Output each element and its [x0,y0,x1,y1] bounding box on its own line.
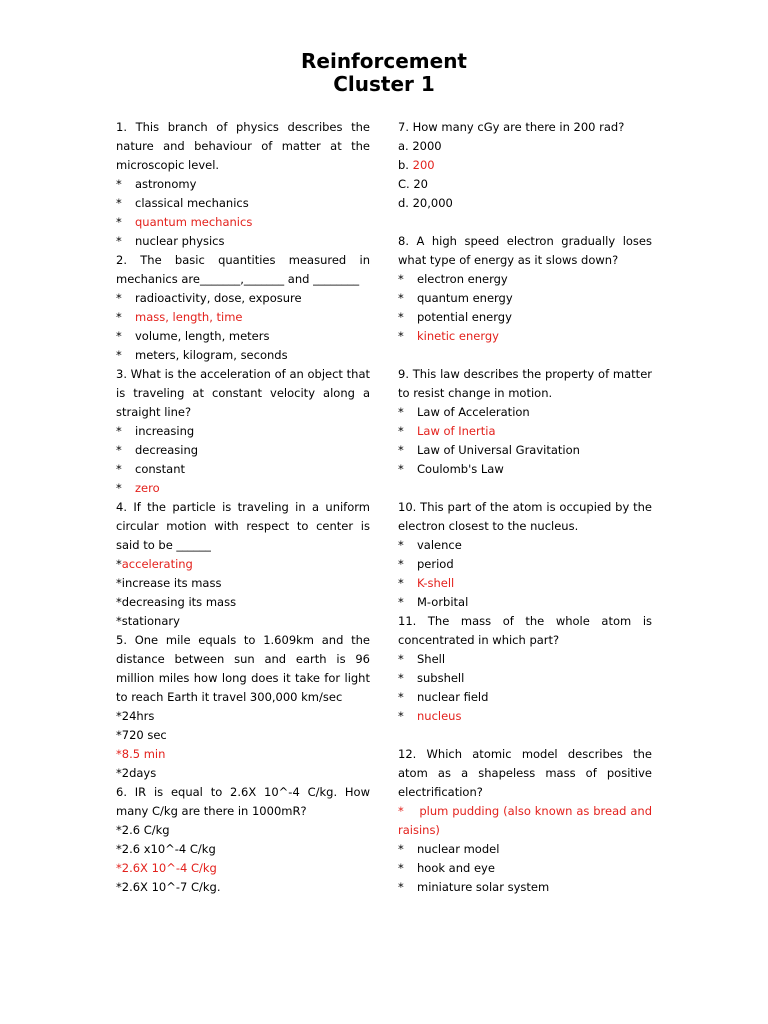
q8-option-c: * potential energy [398,308,652,327]
spacer [398,346,652,365]
bullet-icon: * [398,595,404,609]
q11-option-d-answer: * nucleus [398,707,652,726]
question-2: 2. The basic quantities measured in mechanics are_______,_______ and ________ [116,253,370,286]
question-11: 11. The mass of the whole atom is concentrated in which part? [398,614,652,647]
page-title [0,50,768,96]
q11-option-a: * Shell [398,650,652,669]
bullet-icon: * [398,291,404,305]
bullet-icon: * [398,462,404,476]
bullet-icon: * [398,310,404,324]
question-4: 4. If the particle is traveling in a uniform circular motion with respect to center is said to be ______ [116,500,370,552]
bullet-icon: * [116,842,122,856]
q6-option-a: *2.6 C/kg [116,823,170,837]
q2-option-a: * radioactivity, dose, exposure [116,289,370,308]
q1-option-c-answer: * quantum mechanics [116,213,370,232]
bullet-icon: * [116,481,122,495]
bullet-icon: * [398,652,404,666]
q7-option-b-answer: b. 200 [398,158,435,172]
bullet-icon: * [116,728,122,742]
q7-option-c: C. 20 [398,177,428,191]
q5-option-b: *720 sec [116,728,167,742]
question-6: 6. IR is equal to 2.6X 10^-4 C/kg. How many C/kg are there in 1000mR? [116,785,370,818]
q4-option-d: *stationary [116,614,180,628]
q3-option-d-answer: * zero [116,479,370,498]
bullet-icon: * [398,443,404,457]
q1-option-d: * nuclear physics [116,232,370,251]
q12-option-b: * nuclear model [398,840,652,859]
q2-option-d: * meters, kilogram, seconds [116,346,370,365]
title-line-1: Reinforcement [301,49,467,73]
bullet-icon: * [116,462,122,476]
q5-option-c-answer: *8.5 min [116,747,166,761]
q3-option-a: * increasing [116,422,370,441]
bullet-icon: * [398,576,404,590]
bullet-icon: * [116,177,122,191]
spacer [398,213,652,232]
q11-option-b: * subshell [398,669,652,688]
bullet-icon: * [116,709,122,723]
q5-option-d: *2days [116,766,157,780]
question-7: 7. How many cGy are there in 200 rad? [398,120,625,134]
q4-option-a-answer: *accelerating [116,557,193,571]
q9-option-b-answer: * Law of Inertia [398,422,652,441]
bullet-icon: * [398,538,404,552]
bullet-icon: * [398,272,404,286]
q6-option-b: *2.6 x10^-4 C/kg [116,842,216,856]
q6-option-d: *2.6X 10^-7 C/kg. [116,880,221,894]
bullet-icon: * [398,424,404,438]
q1-option-a: * astronomy [116,175,370,194]
q6-option-c-answer: *2.6X 10^-4 C/kg [116,861,217,875]
q12-option-d: * miniature solar system [398,878,652,897]
bullet-icon: * [116,196,122,210]
question-3: 3. What is the acceleration of an object that is traveling at constant velocity along a straight line? [116,367,370,419]
bullet-icon: * [116,747,122,761]
q3-option-b: * decreasing [116,441,370,460]
bullet-icon: * [116,595,122,609]
bullet-icon: * [398,557,404,571]
bullet-icon: * [398,329,404,343]
bullet-icon: * [398,880,404,894]
bullet-icon: * [116,861,122,875]
spacer [398,479,652,498]
bullet-icon: * [116,614,122,628]
q10-option-a: * valence [398,536,652,555]
q4-option-b: *increase its mass [116,576,222,590]
q10-option-c-answer: * K-shell [398,574,652,593]
q12-option-a-answer: * plum pudding (also known as bread and raisins) [398,804,652,837]
bullet-icon: * [116,291,122,305]
q12-option-c: * hook and eye [398,859,652,878]
bullet-icon: * [116,234,122,248]
q7-option-d: d. 20,000 [398,196,453,210]
bullet-icon: * [116,329,122,343]
q3-option-c: * constant [116,460,370,479]
question-8: 8. A high speed electron gradually loses what type of energy as it slows down? [398,234,652,267]
q10-option-d: * M-orbital [398,593,652,612]
q11-option-c: * nuclear field [398,688,652,707]
q8-option-b: * quantum energy [398,289,652,308]
left-column [116,118,370,897]
bullet-icon: * [116,424,122,438]
q9-option-c: * Law of Universal Gravitation [398,441,652,460]
bullet-icon: * [398,842,404,856]
q10-option-b: * period [398,555,652,574]
bullet-icon: * [116,348,122,362]
q1-option-b: * classical mechanics [116,194,370,213]
bullet-icon: * [116,576,122,590]
bullet-icon: * [116,557,122,571]
bullet-icon: * [116,823,122,837]
q2-option-b-answer: * mass, length, time [116,308,370,327]
bullet-icon: * [116,443,122,457]
title-line-2: Cluster 1 [333,72,435,96]
q2-option-c: * volume, length, meters [116,327,370,346]
question-1: 1. This branch of physics describes the nature and behaviour of matter at the microscopic level. [116,120,370,172]
bullet-icon: * [398,804,404,818]
q9-option-d: * Coulomb's Law [398,460,652,479]
bullet-icon: * [116,880,122,894]
bullet-icon: * [116,310,122,324]
question-12: 12. Which atomic model describes the atom as a shapeless mass of positive electrification? [398,747,652,799]
right-column [398,118,652,897]
question-10: 10. This part of the atom is occupied by the electron closest to the nucleus. [398,500,652,533]
bullet-icon: * [398,405,404,419]
bullet-icon: * [116,215,122,229]
bullet-icon: * [116,766,122,780]
spacer [398,726,652,745]
bullet-icon: * [398,861,404,875]
bullet-icon: * [398,690,404,704]
question-5: 5. One mile equals to 1.609km and the distance between sun and earth is 96 million miles how long does it take for light to reach Earth it travel 300,000 km/sec [116,633,370,704]
q4-option-c: *decreasing its mass [116,595,237,609]
question-9: 9. This law describes the property of matter to resist change in motion. [398,367,652,400]
bullet-icon: * [398,709,404,723]
q8-option-a: * electron energy [398,270,652,289]
q7-option-a: a. 2000 [398,139,442,153]
q5-option-a: *24hrs [116,709,155,723]
q8-option-d-answer: * kinetic energy [398,327,652,346]
bullet-icon: * [398,671,404,685]
q9-option-a: * Law of Acceleration [398,403,652,422]
